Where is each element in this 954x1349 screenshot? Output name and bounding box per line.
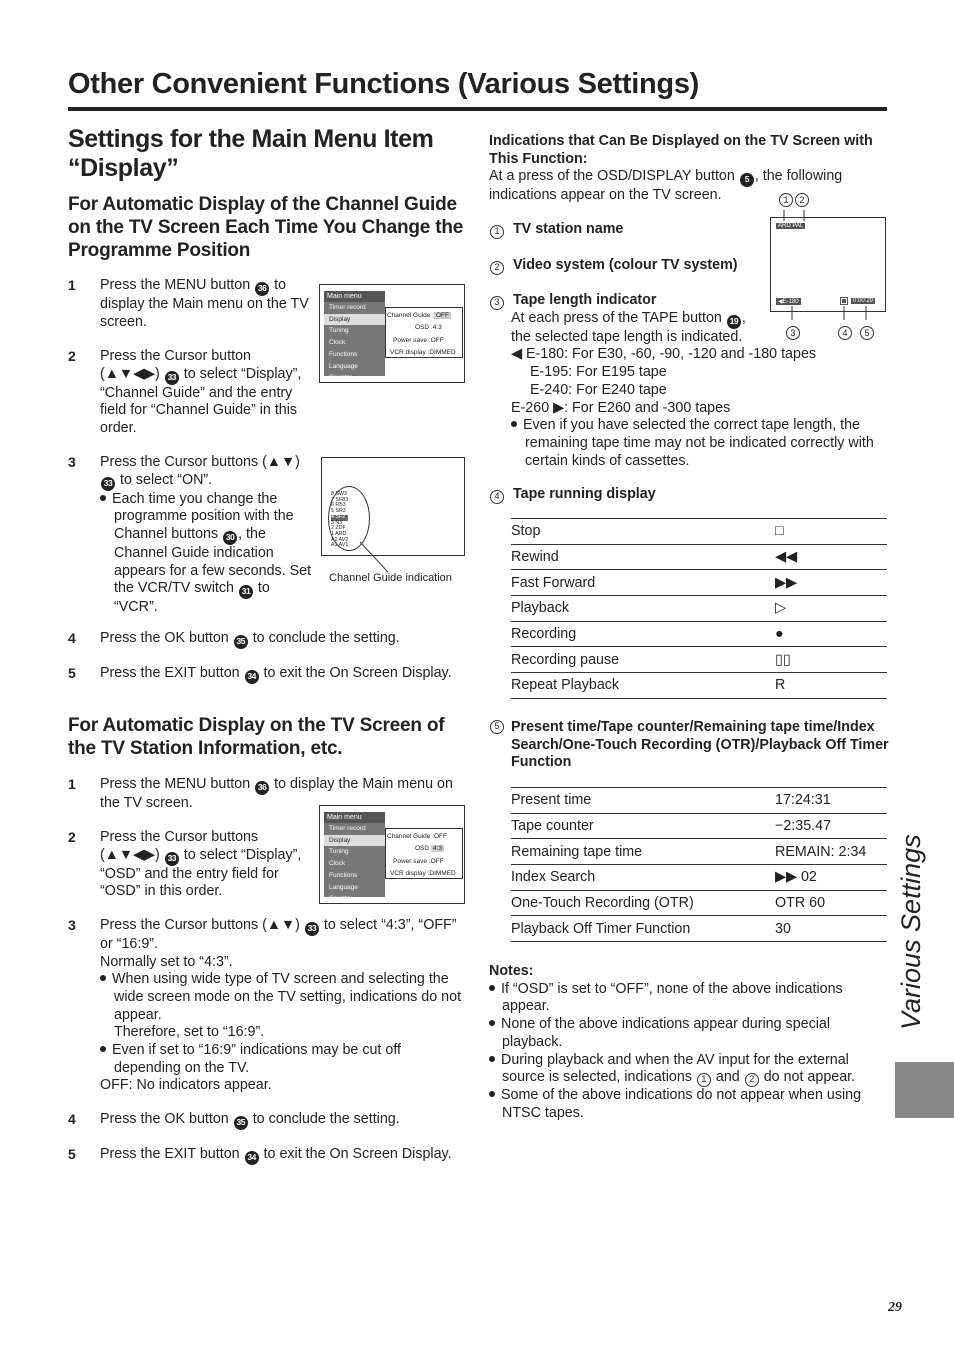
button-badge: 33 xyxy=(305,922,319,936)
submenu-label: OSD xyxy=(415,845,431,853)
page-title: Other Convenient Functions (Various Settings) xyxy=(68,68,700,100)
table-cell: Present time xyxy=(511,788,775,814)
table-cell: Repeat Playback xyxy=(511,673,775,699)
table-row xyxy=(511,839,887,865)
item-title: Tape running display xyxy=(512,486,656,502)
item-number: 4 xyxy=(490,490,504,504)
bullet-text: Each time you change the programme position with the Channel buttons xyxy=(112,490,294,542)
menu-item: Country xyxy=(329,895,352,903)
item-number: 1 xyxy=(490,225,504,239)
submenu-item: Channel Guide :OFF xyxy=(387,833,447,840)
step-text: to select “Display”, “OSD” and the entry field for “OSD” in this order. xyxy=(100,846,302,900)
step-2-5 xyxy=(68,1146,468,1165)
table-cell: Remaining tape time xyxy=(511,839,775,865)
bullet-text: Even if set to “16:9” indications may be cut off depending on the TV. xyxy=(112,1042,402,1076)
table-cell: Playback xyxy=(511,596,775,622)
table-row xyxy=(511,788,887,814)
callout-number: 1 xyxy=(779,193,793,207)
channel-entry: 5 SR3 xyxy=(331,508,346,515)
item-number: 5 xyxy=(490,720,504,734)
table-cell: □ xyxy=(775,519,887,545)
menu-item: Functions xyxy=(329,871,358,879)
step-text: Press the EXIT button xyxy=(100,1146,244,1162)
step-note: Normally set to “4:3”. xyxy=(100,953,233,970)
channel-entry: A1 AV1 xyxy=(331,542,349,549)
table-row xyxy=(511,813,887,839)
intro-text: , the following indications appear on the TV screen. xyxy=(489,168,843,203)
table-cell: Stop xyxy=(511,519,775,545)
step-text: Press the MENU button xyxy=(100,776,255,792)
table-cell: ● xyxy=(775,621,887,647)
button-badge: 33 xyxy=(101,477,115,491)
button-badge: 35 xyxy=(234,1116,248,1130)
main-menu-header: Main menu xyxy=(324,812,385,823)
intro-text: At a press of the OSD/DISPLAY button xyxy=(489,168,739,184)
indications-heading: Indications that Can Be Displayed on the TV Screen with This Function: xyxy=(489,133,873,167)
menu-item: Clock xyxy=(329,339,346,347)
step-text: to select “Display”, “Channel Guide” and the entry field for “Channel Guide” in this order. xyxy=(100,365,302,436)
tv-screen-main-menu xyxy=(319,284,465,383)
menu-item: Timer record xyxy=(329,825,366,832)
step-text: Press the OK button xyxy=(100,1111,233,1127)
table-row xyxy=(511,865,887,891)
page-number: 29 xyxy=(888,1300,902,1315)
submenu-item: Power save :OFF xyxy=(393,336,444,344)
indications-intro xyxy=(489,168,889,205)
table-cell: 17:24:31 xyxy=(775,788,887,814)
time-display-table xyxy=(511,787,887,942)
channel-entry: A2 AV2 xyxy=(331,536,349,543)
bullet xyxy=(489,1056,495,1062)
step-text: to exit the On Screen Display. xyxy=(259,665,452,681)
bullet-text: to “VCR”. xyxy=(114,580,270,616)
submenu-item: VCR display :DIMMED xyxy=(390,869,456,877)
submenu-item: OSD :4:3 xyxy=(415,324,442,332)
item-number: 2 xyxy=(490,261,504,275)
step-text: to conclude the setting. xyxy=(248,1111,400,1127)
main-menu-panel xyxy=(324,812,385,903)
notes xyxy=(489,963,884,1122)
step-1-3 xyxy=(68,454,313,617)
osd-station-label: ARD PAL xyxy=(778,223,804,229)
step-note: OFF: No indicators appear. xyxy=(100,1077,272,1094)
button-badge: 30 xyxy=(223,531,237,545)
callout-number: 2 xyxy=(795,193,809,207)
item-title: Present time/Tape counter/Remaining tape time/Index Search/One-Touch Recording (OTR)/Playback Off Timer Function xyxy=(511,719,889,771)
button-badge: 33 xyxy=(165,371,179,385)
table-cell: OTR 60 xyxy=(775,890,887,916)
side-tab-label: Various Settings xyxy=(896,834,926,1030)
button-badge: 36 xyxy=(255,282,269,296)
step-number: 3 xyxy=(68,454,76,470)
menu-item-selected: Display xyxy=(324,835,385,847)
channel-entry: 6 RB3 xyxy=(331,502,346,509)
step-number: 4 xyxy=(68,1111,76,1127)
step-number: 5 xyxy=(68,665,76,681)
step-text: Press the Cursor buttons (▲▼) xyxy=(100,454,300,470)
submenu-item: VCR display :DIMMED xyxy=(390,348,456,356)
bullet xyxy=(489,1020,495,1026)
note-text: During playback and when the AV input for the external source is selected, indications xyxy=(501,1051,849,1086)
button-badge: 34 xyxy=(245,670,259,684)
bullet xyxy=(511,421,517,427)
table-cell: 30 xyxy=(775,916,887,942)
table-row xyxy=(511,673,887,699)
step-1-4 xyxy=(68,630,468,649)
table-cell: REMAIN: 2:34 xyxy=(775,839,887,865)
table-cell: Playback Off Timer Function xyxy=(511,916,775,942)
step-number: 1 xyxy=(68,776,76,792)
step-2-4 xyxy=(68,1111,468,1130)
note-text: do not appear. xyxy=(759,1069,856,1086)
table-cell: ▶▶ xyxy=(775,570,887,596)
tape-running-table xyxy=(511,518,887,699)
item-4 xyxy=(489,486,656,504)
subheading-station-info: For Automatic Display on the TV Screen of the TV Station Information, etc. xyxy=(68,715,445,759)
item-text: At each press of the TAPE button xyxy=(511,309,726,326)
callout-number: 2 xyxy=(745,1073,759,1087)
table-row xyxy=(511,519,887,545)
menu-item: Tuning xyxy=(329,848,349,856)
step-text: Press the EXIT button xyxy=(100,665,244,681)
menu-item: Timer record xyxy=(329,304,366,311)
bullet-text: When using wide type of TV screen and selecting the wide screen mode on the TV setting, indications do not appear. xyxy=(112,971,462,1023)
channel-entry: 3 N3 xyxy=(331,519,343,526)
callout-number: 1 xyxy=(697,1073,711,1087)
bullet xyxy=(100,975,106,981)
display-submenu xyxy=(385,828,463,879)
note-text: and xyxy=(711,1069,744,1086)
bullet xyxy=(100,495,106,501)
table-row xyxy=(511,596,887,622)
step-1-5 xyxy=(68,665,468,684)
bullet xyxy=(100,1046,106,1052)
table-cell: ◀◀ xyxy=(775,544,887,570)
step-number: 3 xyxy=(68,917,76,933)
submenu-label: Channel Guide : xyxy=(387,312,434,319)
table-cell: ▯▯ xyxy=(775,647,887,673)
callout-number: 4 xyxy=(838,326,852,340)
note-text: None of the above indications appear during special playback. xyxy=(501,1016,831,1050)
table-row xyxy=(511,890,887,916)
tape-option: E-260 ▶: For E260 and -300 tapes xyxy=(511,399,731,416)
menu-item: Country xyxy=(329,374,352,382)
tv-screen-main-menu-osd xyxy=(319,805,465,904)
step-text: Press the OK button xyxy=(100,630,233,646)
item-3 xyxy=(489,292,889,470)
button-badge: 5 xyxy=(740,173,754,187)
table-cell: ▷ xyxy=(775,596,887,622)
step-text: Press the Cursor buttons (▲▼) xyxy=(100,917,304,933)
bullet-text: Therefore, set to “16:9”. xyxy=(114,1024,265,1041)
menu-item: Functions xyxy=(329,350,358,358)
table-cell: Fast Forward xyxy=(511,570,775,596)
item-text: , xyxy=(741,309,746,326)
table-row xyxy=(511,647,887,673)
submenu-value-highlight: 4:3 xyxy=(432,845,442,853)
item-title: Video system (colour TV system) xyxy=(512,257,738,273)
step-1-2 xyxy=(68,348,313,438)
table-row xyxy=(511,916,887,942)
callout-number: 3 xyxy=(786,326,800,340)
item-5 xyxy=(489,719,889,772)
step-2-2 xyxy=(68,829,313,901)
bullet-text: , the Channel Guide indication appears for a few seconds. Set the VCR/TV switch xyxy=(114,525,312,597)
table-row xyxy=(511,544,887,570)
step-text: to select “4:3”, “OFF” or “16:9”. xyxy=(100,917,457,952)
button-badge: 36 xyxy=(255,781,269,795)
menu-item: Language xyxy=(329,883,358,891)
table-cell: Recording pause xyxy=(511,647,775,673)
item-title: TV station name xyxy=(512,221,624,237)
step-1-1 xyxy=(68,277,313,331)
note-text: Some of the above indications do not appear when using NTSC tapes. xyxy=(501,1087,862,1121)
step-number: 5 xyxy=(68,1146,76,1162)
callout-number: 5 xyxy=(860,326,874,340)
step-text: to conclude the setting. xyxy=(248,630,400,646)
step-text: to select “ON”. xyxy=(116,471,213,488)
table-cell: R xyxy=(775,673,887,699)
table-cell: Rewind xyxy=(511,544,775,570)
button-badge: 35 xyxy=(234,635,248,649)
item-title: Tape length indicator xyxy=(512,292,657,308)
step-number: 2 xyxy=(68,348,76,364)
item-text: the selected tape length is indicated. xyxy=(511,328,743,345)
button-badge: 31 xyxy=(239,585,253,599)
item-1 xyxy=(489,221,623,239)
submenu-item: Power save :OFF xyxy=(393,857,444,865)
osd-counter: 0:00:29 xyxy=(853,298,874,304)
step-number: 1 xyxy=(68,277,76,293)
channel-entry: 2 ZDF xyxy=(331,525,346,532)
table-cell: Tape counter xyxy=(511,813,775,839)
step-text: to display the Main menu on the TV screen. xyxy=(100,776,453,811)
channel-entry: 1 ARD xyxy=(331,530,347,537)
menu-item: Tuning xyxy=(329,327,349,335)
table-cell: Recording xyxy=(511,621,775,647)
menu-item: Language xyxy=(329,362,358,370)
step-text: Press the MENU button xyxy=(100,277,255,293)
side-tab-marker xyxy=(895,1062,954,1118)
step-text: Press the Cursor buttons (▲▼◀▶) xyxy=(100,829,259,863)
submenu-value-highlight: OFF xyxy=(435,312,449,319)
button-badge: 33 xyxy=(165,852,179,866)
tape-option: E-195: For E195 tape xyxy=(530,364,667,381)
step-number: 4 xyxy=(68,630,76,646)
step-number: 2 xyxy=(68,829,76,845)
channel-guide-caption: Channel Guide indication xyxy=(329,572,452,584)
item-2 xyxy=(489,257,738,275)
note-text: If “OSD” is set to “OFF”, none of the above indications appear. xyxy=(501,980,843,1015)
channel-entry: 8 SW3 xyxy=(331,491,347,497)
button-badge: 34 xyxy=(245,1151,259,1165)
tape-option: E-240: For E240 tape xyxy=(530,381,667,398)
notes-heading: Notes: xyxy=(489,963,534,979)
section-heading: Settings for the Main Menu Item “Display” xyxy=(68,125,434,182)
table-row xyxy=(511,621,887,647)
menu-item-selected: Display xyxy=(324,314,385,326)
main-menu-header: Main menu xyxy=(324,291,385,302)
subheading-channel-guide: For Automatic Display of the Channel Guide on the TV Screen Each Time You Change the Programme Position xyxy=(68,194,464,261)
main-menu-panel xyxy=(324,291,385,382)
table-cell: Index Search xyxy=(511,865,775,891)
channel-entry-selected: 4 SF2 xyxy=(331,515,348,521)
step-text: Press the Cursor button (▲▼◀▶) xyxy=(100,348,251,382)
table-cell: −2:35.47 xyxy=(775,813,887,839)
item-number: 3 xyxy=(490,296,504,310)
channel-entry: 7 SF83 xyxy=(331,496,349,503)
tape-option: ◀ E-180: For E30, -60, -90, -120 and -180 tapes xyxy=(511,346,817,363)
button-badge: 19 xyxy=(727,315,741,329)
title-rule xyxy=(68,107,887,111)
display-submenu xyxy=(385,307,463,358)
step-2-3 xyxy=(68,917,468,1095)
osd-tape-length: ◀E-180 xyxy=(778,299,799,305)
table-cell: One-Touch Recording (OTR) xyxy=(511,890,775,916)
step-text: to display the Main menu on the TV screen. xyxy=(100,277,309,330)
menu-item: Clock xyxy=(329,860,346,868)
step-text: to exit the On Screen Display. xyxy=(259,1146,452,1162)
callout-1-2 xyxy=(778,193,810,207)
bullet xyxy=(489,985,495,991)
table-row xyxy=(511,570,887,596)
bullet xyxy=(489,1091,495,1097)
bullet-text: Even if you have selected the correct tape length, the remaining tape time may not be indicated correctly with certain kinds of cassettes. xyxy=(523,417,874,469)
table-cell: ▶▶ 02 xyxy=(775,865,887,891)
